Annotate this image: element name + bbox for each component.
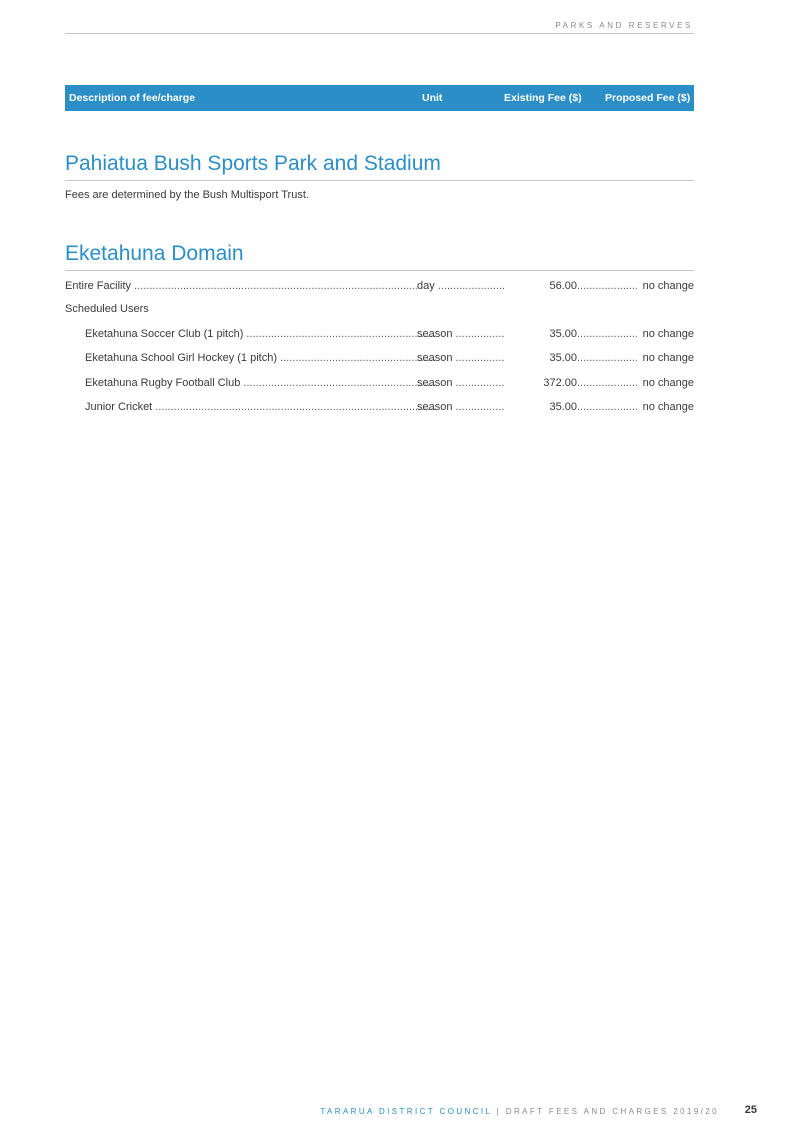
- footer-document-title: DRAFT FEES AND CHARGES 2019/20: [505, 1107, 719, 1116]
- footer-council-name: TARARUA DISTRICT COUNCIL: [320, 1107, 493, 1116]
- header-proposed-fee: Proposed Fee ($): [605, 92, 691, 104]
- fee-existing: 35.00: [505, 328, 577, 340]
- section-title-eketahuna: Eketahuna Domain: [65, 242, 694, 271]
- fee-unit: season .....: [417, 401, 547, 413]
- fee-description: Entire Facility .....: [65, 280, 417, 292]
- fee-description: Eketahuna Soccer Club (1 pitch) .....: [65, 328, 437, 340]
- fee-row: [65, 328, 694, 344]
- fee-existing: 56.00: [505, 280, 577, 292]
- footer-separator: |: [496, 1107, 502, 1116]
- pahiatua-note: Fees are determined by the Bush Multisport Trust.: [65, 189, 309, 201]
- header-description: Description of fee/charge: [69, 92, 196, 104]
- header-rule: [65, 33, 694, 34]
- page-footer: [320, 1107, 719, 1116]
- fee-table-header: [65, 85, 694, 111]
- dot-leader: [577, 401, 637, 413]
- fee-row: [65, 352, 694, 368]
- fee-existing: 35.00: [505, 352, 577, 364]
- header-existing-fee: Existing Fee ($): [504, 92, 582, 104]
- fee-unit: season .....: [417, 352, 547, 364]
- running-head: PARKS AND RESERVES: [555, 21, 693, 30]
- dot-leader: [577, 352, 637, 364]
- fee-proposed: no change: [642, 401, 694, 413]
- fee-proposed: no change: [642, 377, 694, 389]
- fee-unit: season .....: [417, 328, 547, 340]
- page-number: 25: [744, 1104, 757, 1116]
- fee-row: [65, 377, 694, 393]
- fee-description: Junior Cricket .....: [65, 401, 437, 413]
- fee-existing: 372.00: [505, 377, 577, 389]
- fee-row: [65, 401, 694, 417]
- dot-leader: [577, 280, 637, 292]
- dot-leader: [577, 377, 637, 389]
- section-title-pahiatua: Pahiatua Bush Sports Park and Stadium: [65, 152, 694, 181]
- fee-description: Eketahuna School Girl Hockey (1 pitch) .....: [65, 352, 437, 364]
- fee-row-entire-facility: [65, 280, 694, 296]
- dot-leader: [577, 328, 637, 340]
- fee-proposed: no change: [642, 280, 694, 292]
- fee-description: Eketahuna Rugby Football Club .....: [65, 377, 437, 389]
- fee-existing: 35.00: [505, 401, 577, 413]
- fee-unit: season .....: [417, 377, 547, 389]
- fee-proposed: no change: [642, 328, 694, 340]
- header-unit: Unit: [422, 92, 443, 104]
- fee-proposed: no change: [642, 352, 694, 364]
- scheduled-users-label: Scheduled Users: [65, 303, 149, 315]
- fee-unit: day .....: [417, 280, 547, 292]
